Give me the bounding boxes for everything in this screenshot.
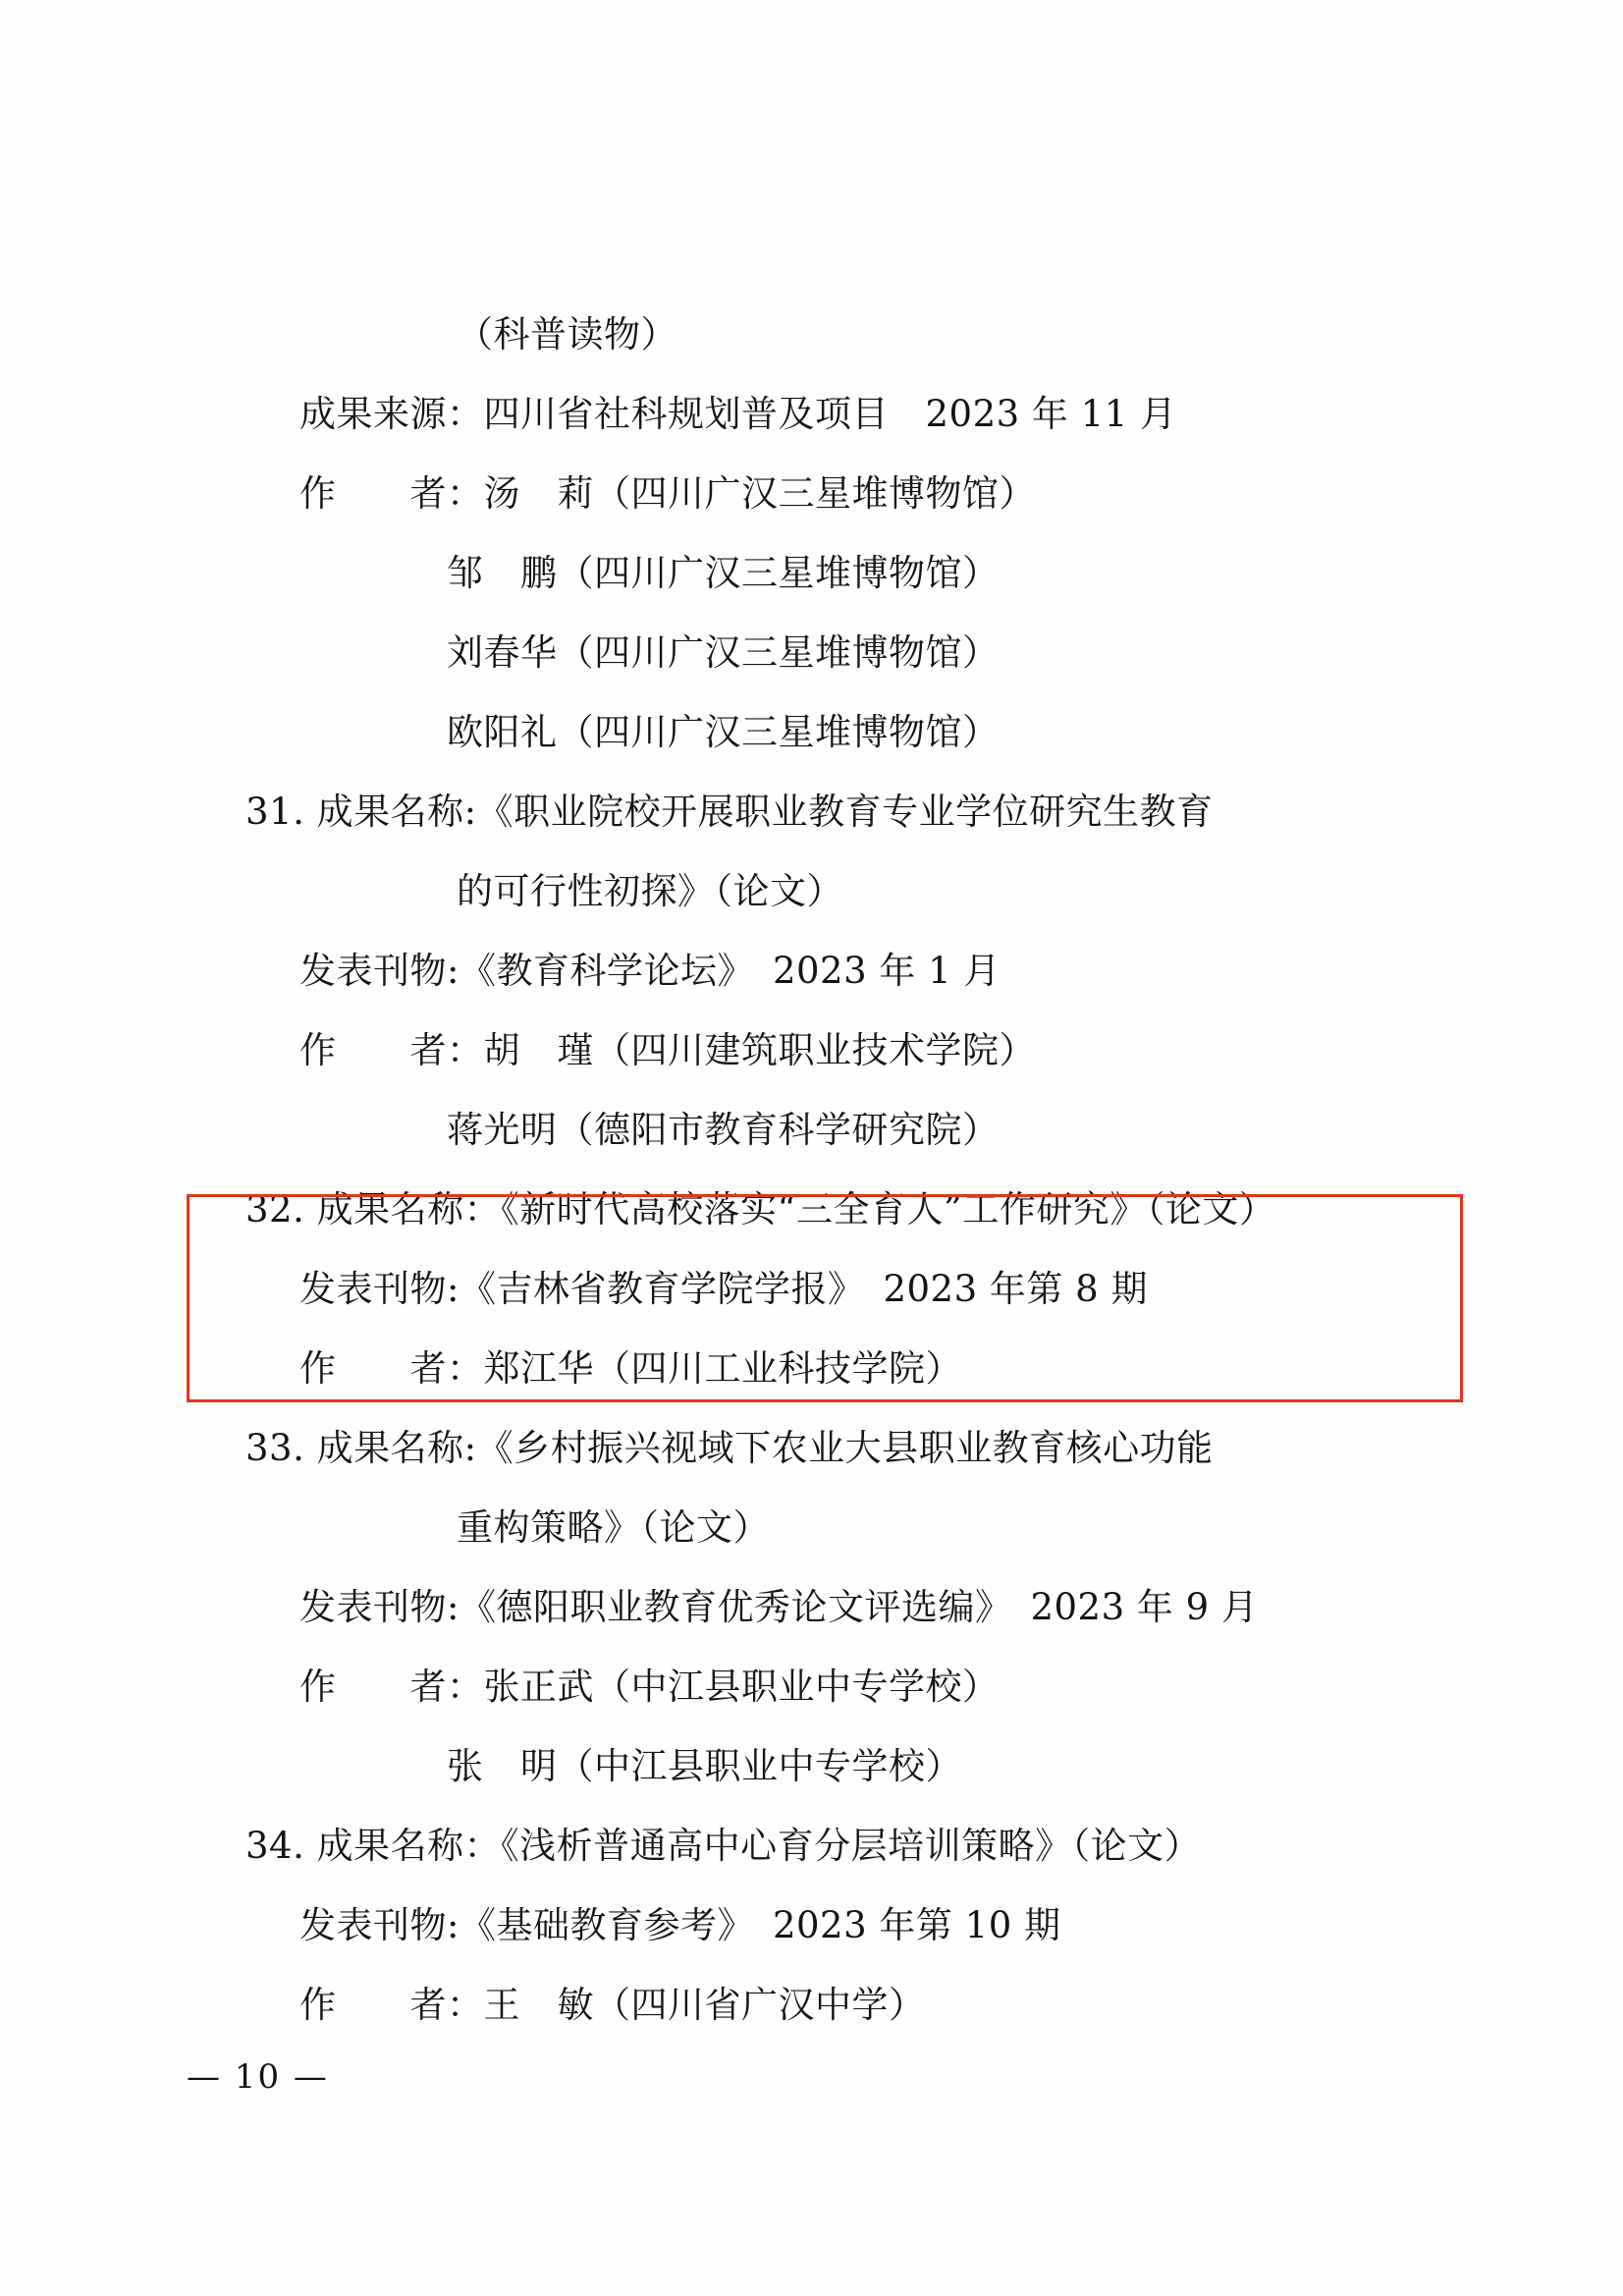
text-line: 邹 鹏（四川广汉三星堆博物馆） <box>447 552 1000 594</box>
document-body <box>245 295 1424 2045</box>
text-line-highlighted: 发表刊物:《吉林省教育学院学报》 2023 年第 8 期 <box>299 1268 1148 1310</box>
text-line-highlighted: 32. 成果名称：《新时代高校落实“三全育人”工作研究》（论文） <box>245 1188 1276 1230</box>
text-line: 发表刊物:《教育科学论坛》 2023 年 1 月 <box>299 950 1001 992</box>
text-line: 成果来源：四川省社科规划普及项目 2023 年 11 月 <box>299 393 1177 435</box>
text-line: 重构策略》（论文） <box>457 1506 770 1549</box>
text-line: 刘春华（四川广汉三星堆博物馆） <box>447 631 1000 674</box>
text-line: 蒋光明（德阳市教育科学研究院） <box>447 1109 1000 1151</box>
text-line: 33. 成果名称:《乡村振兴视域下农业大县职业教育核心功能 <box>245 1427 1214 1469</box>
text-line: 欧阳礼（四川广汉三星堆博物馆） <box>447 711 1000 753</box>
page-number: — 10 — <box>187 2057 329 2097</box>
text-line: 作 者：汤 莉（四川广汉三星堆博物馆） <box>299 472 1036 515</box>
text-line-highlighted: 作 者：郑江华（四川工业科技学院） <box>299 1347 962 1390</box>
text-line: 张 明（中江县职业中专学校） <box>447 1745 962 1787</box>
text-line: 发表刊物:《德阳职业教育优秀论文评选编》 2023 年 9 月 <box>299 1586 1259 1628</box>
text-line: 31. 成果名称:《职业院校开展职业教育专业学位研究生教育 <box>245 791 1214 833</box>
text-line: 作 者：胡 瑾（四川建筑职业技术学院） <box>299 1029 1036 1071</box>
text-line: 作 者：王 敏（四川省广汉中学） <box>299 1984 926 2026</box>
text-line: （科普读物） <box>457 313 677 355</box>
text-line: 的可行性初探》（论文） <box>457 870 843 912</box>
text-line: 作 者：张正武（中江县职业中专学校） <box>299 1666 1000 1708</box>
text-line: 发表刊物:《基础教育参考》 2023 年第 10 期 <box>299 1904 1061 1946</box>
text-line: 34. 成果名称：《浅析普通高中心育分层培训策略》（论文） <box>245 1825 1202 1867</box>
